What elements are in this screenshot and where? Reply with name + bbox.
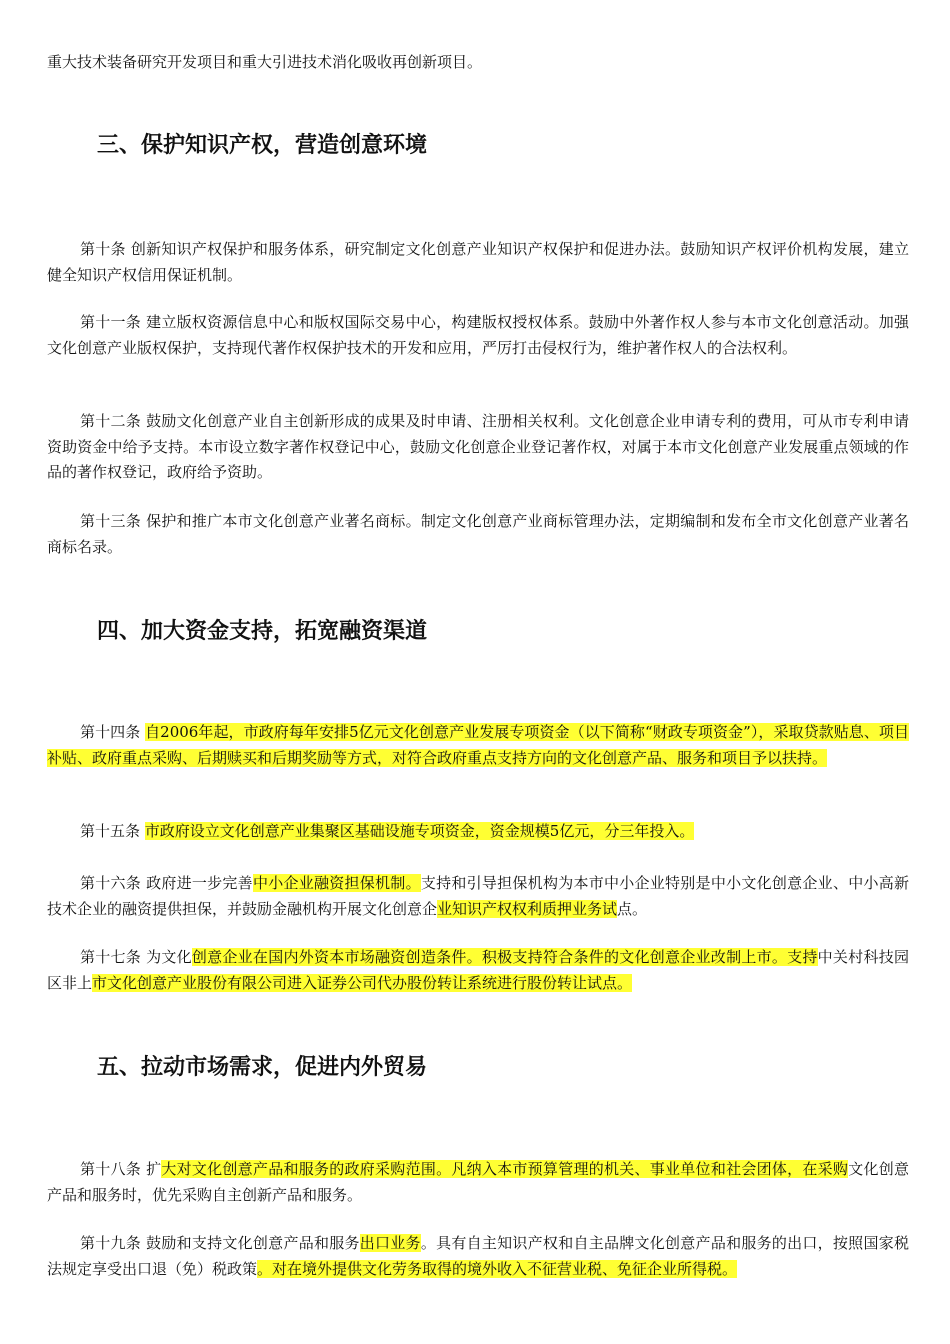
article-15 [47, 819, 909, 845]
section-5-heading: 五、拉动市场需求，促进内外贸易 [97, 1055, 428, 1080]
article-18-text-2: 文化创意产品和服务时，优先采购自主创新产品和服务。 [47, 1160, 909, 1204]
article-17-text-2: 中关村科技园区非上 [47, 948, 909, 992]
section-3-heading: 三、保护知识产权，营造创意环境 [97, 133, 428, 158]
article-16-text-1: 第十六条 政府进一步完善 [80, 874, 253, 892]
article-16-text-3: 点。 [617, 899, 648, 918]
section-4-heading: 四、加大资金支持，拓宽融资渠道 [97, 619, 428, 644]
article-11 [47, 310, 909, 361]
article-10-text: 第十条 创新知识产权保护和服务体系，研究制定文化创意产业知识产权保护和促进办法。鼓励知识产权评价机构发展，建立健全知识产权信用保证机制。 [47, 240, 909, 284]
article-19-text-1: 第十九条 鼓励和支持文化创意产品和服务 [80, 1234, 360, 1252]
article-16-highlight-2: 业知识产权权利质押业务试 [437, 899, 618, 918]
article-19-text-2: 。具有自主知识产权和自主品牌文化创意产品和服务的出口，按照国家税法规定享受出口退（免）税政策 [47, 1234, 909, 1278]
article-13 [47, 509, 909, 560]
article-17-highlight-2: 市文化创意产业股份有限公司进入证券公司代办股份转让系统进行股份转让试点。 [92, 973, 633, 992]
article-16 [47, 871, 909, 922]
article-14 [47, 720, 909, 771]
article-18-text-1: 第十八条 扩 [80, 1160, 162, 1178]
article-15-highlight: 市政府设立文化创意产业集聚区基础设施专项资金，资金规模5亿元，分三年投入。 [144, 822, 695, 840]
article-12 [47, 409, 909, 486]
article-14-highlight: 自2006年起，市政府每年安排5亿元文化创意产业发展专项资金（以下简称“财政专项资金”），采取贷款贴息、项目补贴、政府重点采购、后期赎买和后期奖励等方式，对符合政府重点支持方向的文化创意产品、服务和项目予以扶持。 [47, 723, 909, 767]
article-17-text-1: 第十七条 为文化 [80, 948, 192, 966]
article-18-highlight: 大对文化创意产品和服务的政府采购范围。凡纳入本市预算管理的机关、事业单位和社会团体，在采购 [161, 1160, 849, 1178]
article-18 [47, 1157, 909, 1208]
article-19-highlight-2: 。对在境外提供文化劳务取得的境外收入不征营业税、免征企业所得税。 [257, 1259, 738, 1278]
article-19-highlight-1: 出口业务 [359, 1234, 421, 1252]
article-19 [47, 1231, 909, 1282]
article-13-text: 第十三条 保护和推广本市文化创意产业著名商标。制定文化创意产业商标管理办法，定期编制和发布全市文化创意产业著名商标名录。 [47, 512, 909, 556]
article-15-label: 第十五条 [80, 822, 145, 840]
article-10 [47, 237, 909, 288]
article-14-label: 第十四条 [80, 723, 146, 741]
article-16-text-2: 支持和引导担保机构为本市中小企业特别是中小文化创意企业、中小高新技术企业的融资提供担保，并鼓励金融机构开展文化创意企 [47, 874, 909, 918]
intro-tail-paragraph: 重大技术装备研究开发项目和重大引进技术消化吸收再创新项目。 [47, 53, 483, 71]
article-17-highlight-1: 创意企业在国内外资本市场融资创造条件。积极支持符合条件的文化创意企业改制上市。支持 [191, 948, 818, 966]
article-16-highlight-1: 中小企业融资担保机制。 [252, 874, 421, 892]
article-12-text: 第十二条 鼓励文化创意产业自主创新形成的成果及时申请、注册相关权利。文化创意企业申请专利的费用，可从市专利申请资助资金中给予支持。本市设立数字著作权登记中心，鼓励文化创意企业登记著作权，对属于本市文化创意产业发展重点领域的作品的著作权登记，政府给予资助。 [47, 412, 909, 481]
article-11-text: 第十一条 建立版权资源信息中心和版权国际交易中心，构建版权授权体系。鼓励中外著作权人参与本市文化创意活动。加强文化创意产业版权保护，支持现代著作权保护技术的开发和应用，严厉打击侵权行为，维护著作权人的合法权利。 [47, 313, 909, 357]
article-17 [47, 945, 909, 996]
